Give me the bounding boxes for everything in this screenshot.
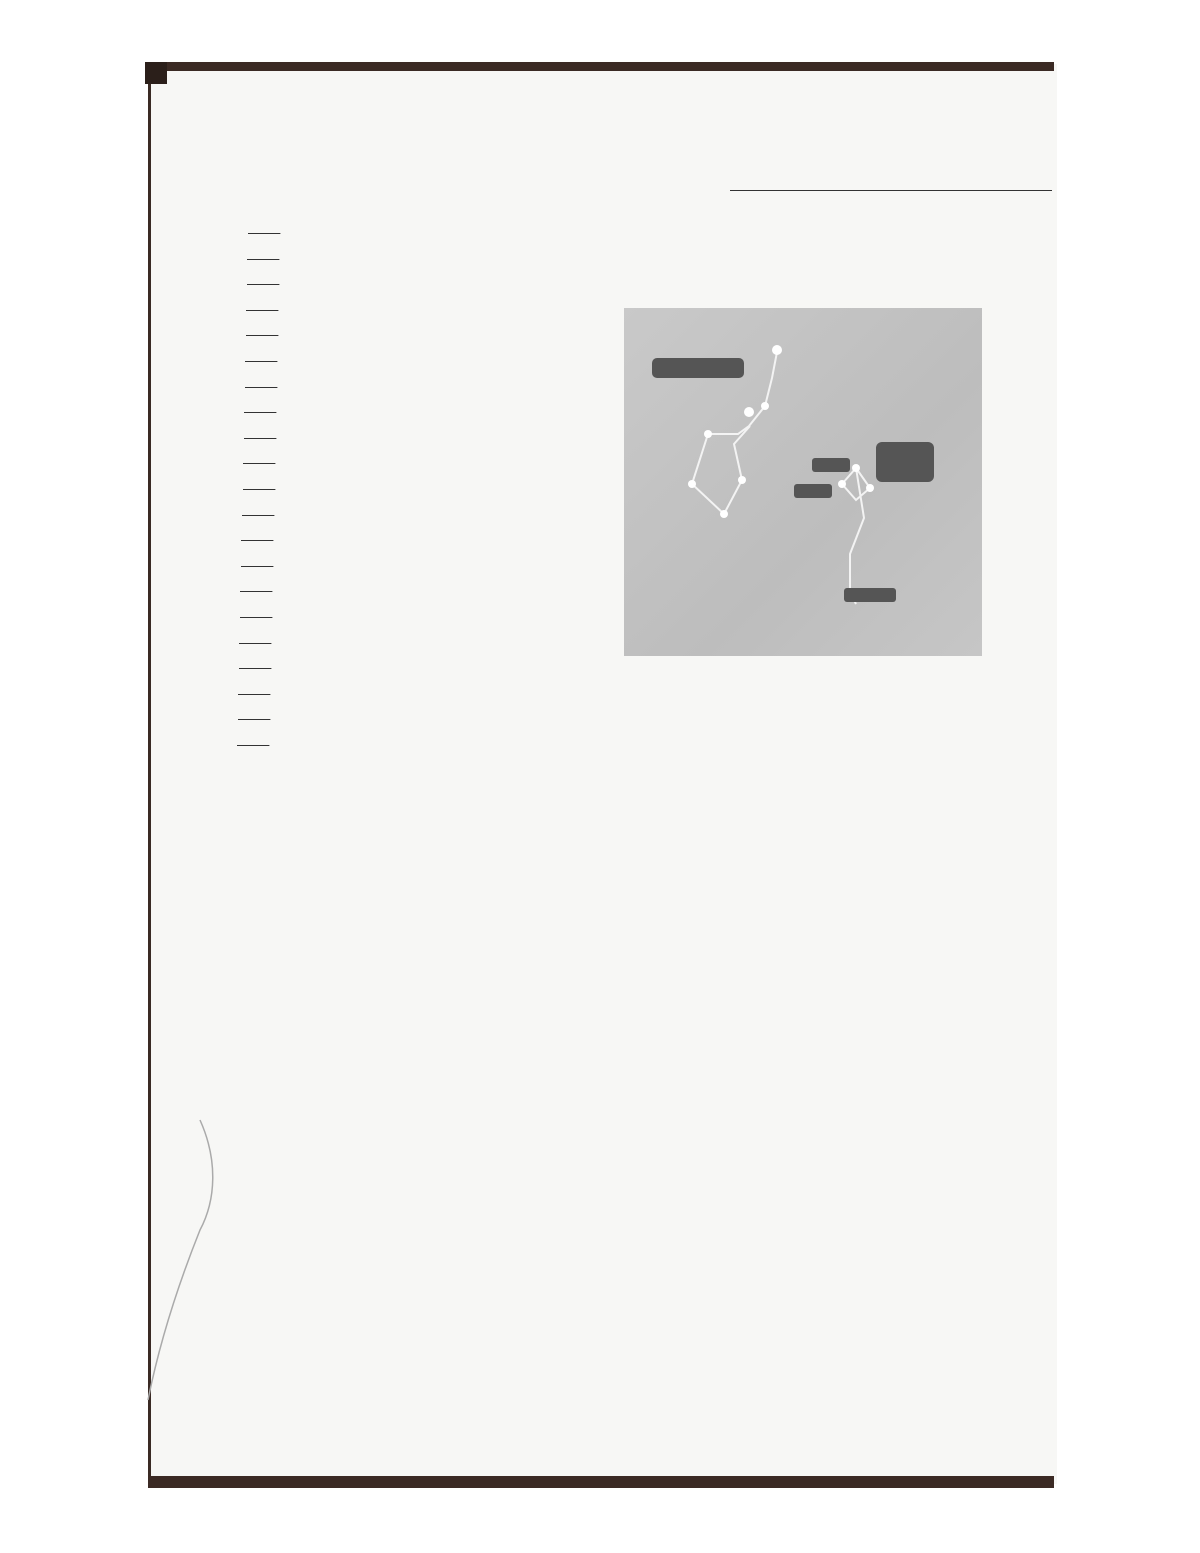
term-row bbox=[244, 397, 276, 421]
star bbox=[738, 476, 746, 484]
term-row bbox=[246, 320, 278, 344]
pencil-mark bbox=[140, 1110, 220, 1410]
star bbox=[720, 510, 728, 518]
term-row bbox=[237, 730, 269, 754]
term-row bbox=[244, 423, 276, 447]
term-row bbox=[238, 679, 270, 703]
answer-blank[interactable] bbox=[241, 540, 273, 541]
page-corner bbox=[145, 62, 167, 84]
term-row bbox=[243, 474, 275, 498]
star bbox=[852, 464, 860, 472]
answer-blank[interactable] bbox=[240, 617, 272, 618]
star bbox=[704, 430, 712, 438]
answer-blank[interactable] bbox=[244, 438, 276, 439]
answer-blank[interactable] bbox=[246, 310, 278, 311]
answer-blank[interactable] bbox=[248, 233, 280, 234]
label-bg bbox=[652, 358, 744, 378]
answer-blank[interactable] bbox=[239, 668, 271, 669]
term-row bbox=[243, 448, 275, 472]
term-row bbox=[238, 704, 270, 728]
star bbox=[838, 480, 846, 488]
label-bg bbox=[812, 458, 850, 472]
answer-blank[interactable] bbox=[238, 694, 270, 695]
term-row bbox=[245, 346, 277, 370]
answer-blank[interactable] bbox=[243, 463, 275, 464]
little-dipper-lines bbox=[842, 468, 870, 604]
term-row bbox=[241, 551, 273, 575]
answer-blank[interactable] bbox=[247, 284, 279, 285]
page-bottom-edge bbox=[148, 1476, 1054, 1488]
term-row bbox=[246, 295, 278, 319]
term-row bbox=[240, 576, 272, 600]
constellation-photo bbox=[624, 308, 982, 656]
dipper-diagram bbox=[624, 308, 982, 656]
name-line bbox=[730, 190, 1052, 191]
answer-blank[interactable] bbox=[240, 591, 272, 592]
answer-blank[interactable] bbox=[243, 489, 275, 490]
term-row bbox=[242, 500, 274, 524]
label-bg bbox=[794, 484, 832, 498]
answer-blank[interactable] bbox=[239, 643, 271, 644]
term-row bbox=[247, 244, 279, 268]
answer-blank[interactable] bbox=[245, 361, 277, 362]
term-row bbox=[239, 653, 271, 677]
star bbox=[688, 480, 696, 488]
answer-blank[interactable] bbox=[242, 515, 274, 516]
label-bg bbox=[876, 442, 934, 482]
term-row bbox=[245, 372, 277, 396]
label-bg bbox=[844, 588, 896, 602]
term-row bbox=[239, 628, 271, 652]
star bbox=[866, 484, 874, 492]
term-row bbox=[248, 218, 280, 242]
term-row bbox=[241, 525, 273, 549]
page-top-edge bbox=[148, 62, 1054, 71]
answer-blank[interactable] bbox=[241, 566, 273, 567]
answer-blank[interactable] bbox=[247, 259, 279, 260]
answer-blank[interactable] bbox=[238, 719, 270, 720]
answer-blank[interactable] bbox=[244, 412, 276, 413]
star bbox=[772, 345, 782, 355]
answer-blank[interactable] bbox=[237, 745, 269, 746]
answer-blank[interactable] bbox=[246, 335, 278, 336]
answer-blank[interactable] bbox=[245, 387, 277, 388]
term-row bbox=[240, 602, 272, 626]
term-row bbox=[247, 269, 279, 293]
star bbox=[744, 407, 754, 417]
worksheet-page bbox=[148, 64, 1057, 1484]
star bbox=[761, 402, 769, 410]
